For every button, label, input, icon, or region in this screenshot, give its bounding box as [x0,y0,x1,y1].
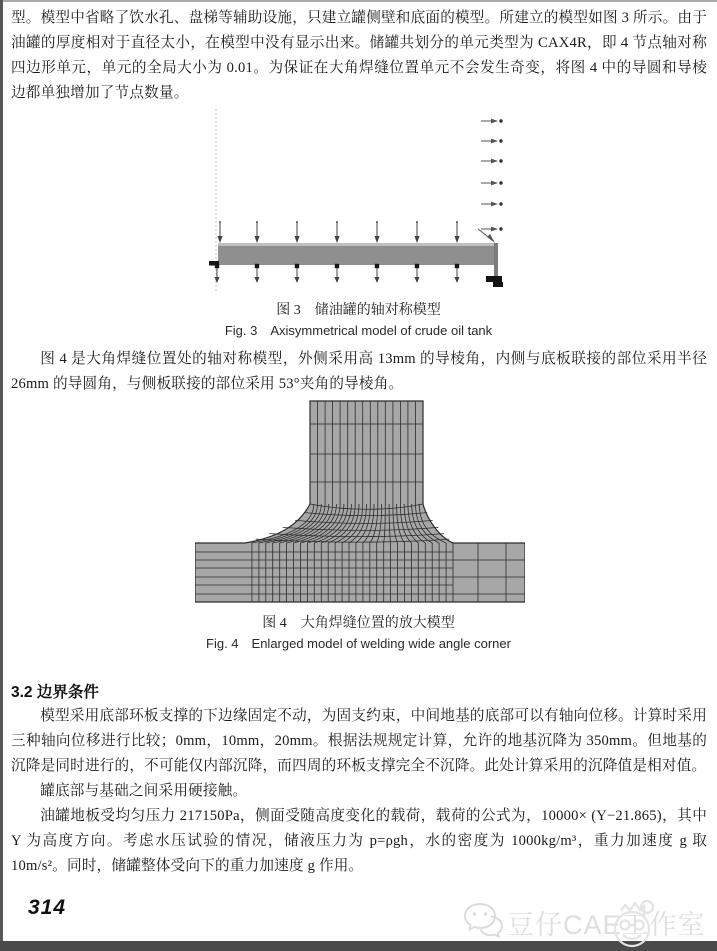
figure-4-mesh [195,399,525,605]
wechat-icon [463,901,505,939]
section-paragraph-3: 油罐地板受均匀压力 217150Pa，侧面受随高度变化的载荷，载荷的公式为，10000× (Y−21.865)，其中 Y 为高度方向。考虑水压试验的情况，储液压力为 p=ρgh，水的密度为 1000kg/m³，重力加速度 g 取 10m/s²。同时，储罐整体受向下的重力加速度 g 作用。 [11,808,707,874]
anchor-foot [486,276,502,282]
figure-4-caption-en: Fig. 4 Enlarged model of welding wide angle corner [206,636,511,651]
tank-bottom-plate [218,243,498,265]
page-left-edge [0,0,3,951]
watermark [463,893,713,951]
tank-wall-stub [494,243,498,278]
corner-arrow-icon [478,229,495,243]
section-heading: 3.2 边界条件 [11,684,99,701]
section-paragraph-1: 模型采用底部环板支撑的下边缘固定不动，为固支约束，中间地基的底部可以有轴向位移。计算时采用三种轴向位移进行比较；0mm，10mm，20mm。根据法规规定计算，允许的地基沉降为 350mm。但地基的沉降是同时进行的，不可能仅内部沉降，而四周的环板支撑完全不沉降。此处计算采用的沉降值是相对值。 [11,708,707,774]
section-paragraph-2: 罐底部与基础之间采用硬接触。 [40,783,248,799]
figure-3-diagram [193,108,515,294]
figure-4-caption-zh: 图 4 大角焊缝位置的放大模型 [262,616,455,631]
page-number: 314 [28,896,67,919]
figure-3-caption-en: Fig. 3 Axisymmetrical model of crude oil tank [224,323,493,338]
watermark-text: 豆仔CAE工作室 [507,910,706,940]
figure-3-caption-zh: 图 3 储油罐的轴对称模型 [276,303,441,318]
body-paragraph-1: 型。模型中省略了饮水孔、盘梯等辅助设施，只建立罐侧壁和底面的模型。所建立的模型如图 3 所示。由于油罐的厚度相对于直径太小，在模型中没有显示出来。储罐共划分的单元类型为 CAX4R，即 4 节点轴对称四边形单元，单元的全局大小为 0.01。为保证在大角焊缝位置单元不会发生奇变，将图 4 中的导圆和导棱边都单独增加了节点数量。 [11,10,707,101]
page-top-edge [0,0,717,2]
clown-face-icon [603,897,661,951]
body-paragraph-2: 图 4 是大角焊缝位置处的轴对称模型，外侧采用高 13mm 的导棱角，内侧与底板联接的部位采用半径 26mm 的导圆角，与侧板联接的部位采用 53°夹角的导棱角。 [11,351,707,392]
